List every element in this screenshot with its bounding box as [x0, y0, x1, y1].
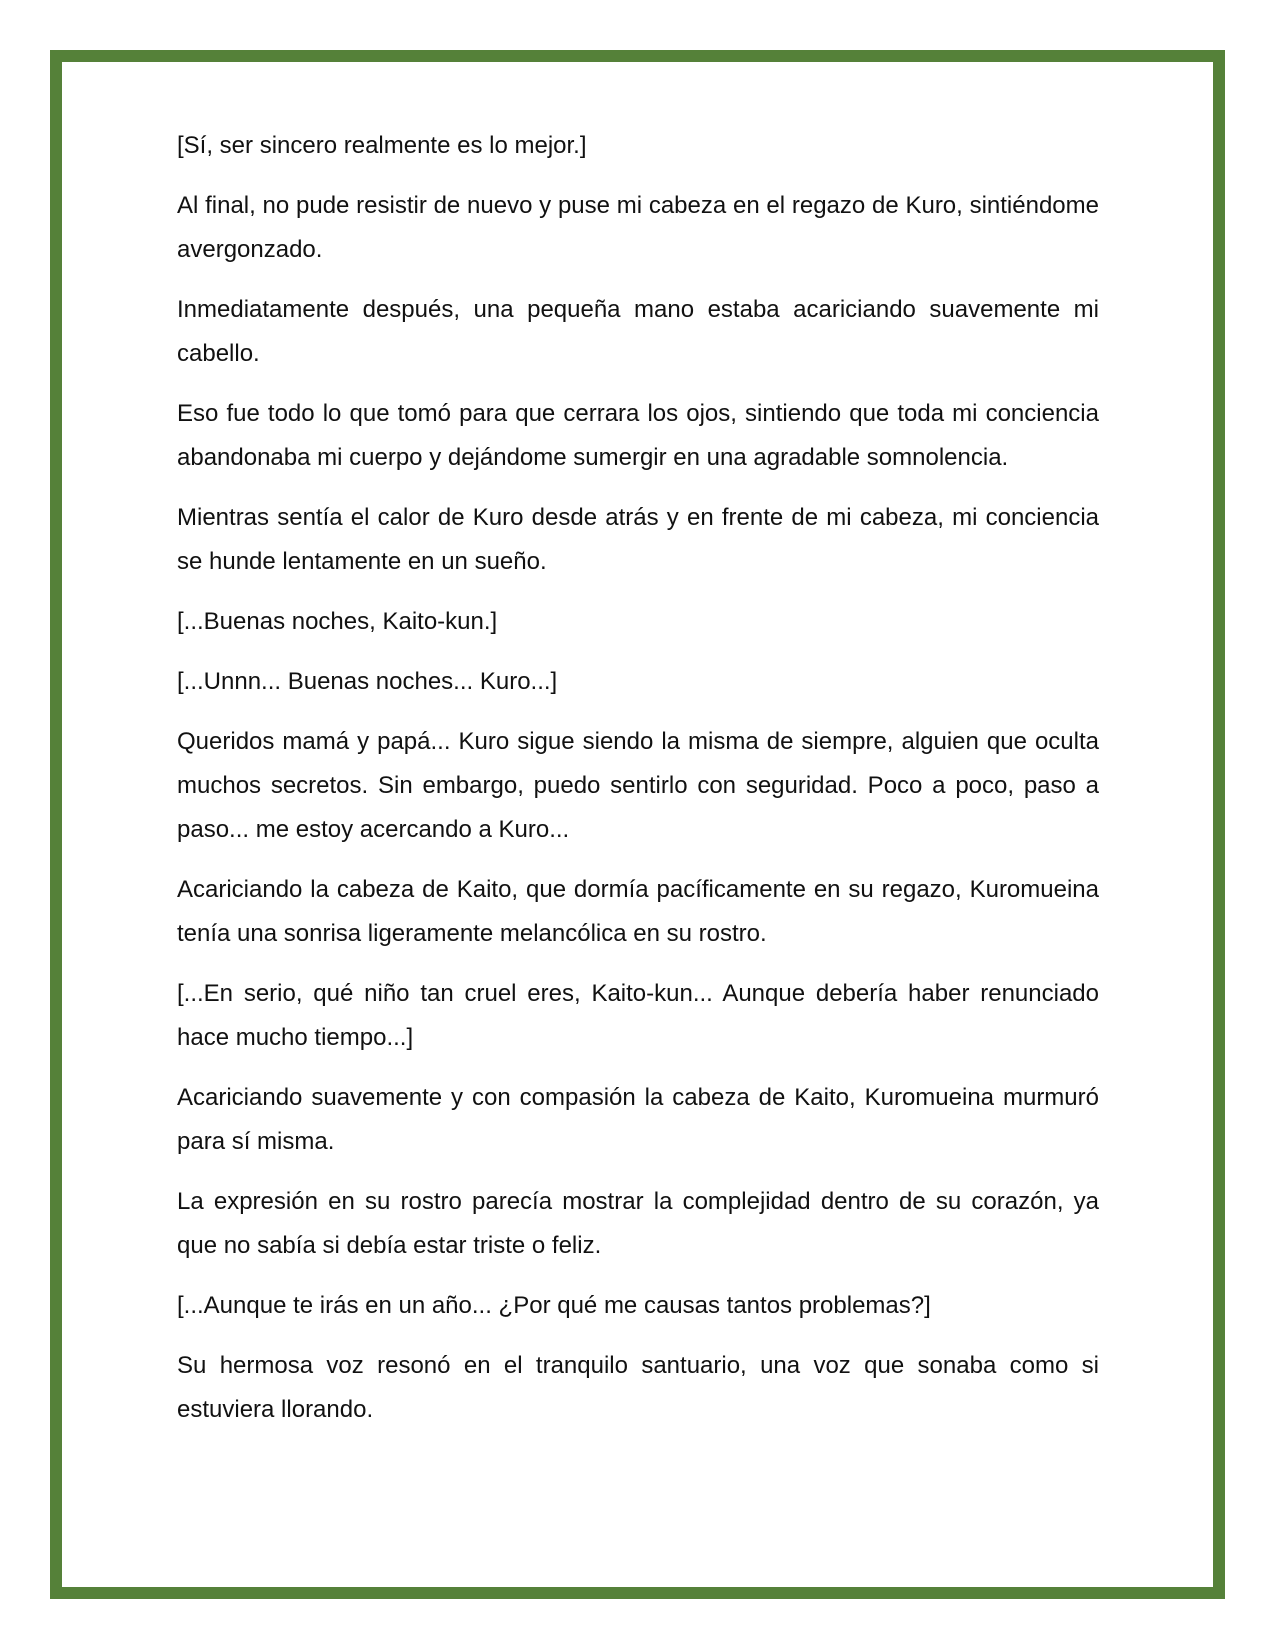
paragraph: Queridos mamá y papá... Kuro sigue siendo la misma de siempre, alguien que oculta muchos secretos. Sin embargo, puedo sentirlo con seguridad. Poco a poco, paso a paso... me estoy acercando a Kuro...	[177, 728, 1099, 843]
paragraph: [...Aunque te irás en un año... ¿Por qué me causas tantos problemas?]	[177, 1292, 931, 1319]
paragraph: La expresión en su rostro parecía mostrar la complejidad dentro de su corazón, ya que no sabía si debía estar triste o feliz.	[177, 1188, 1099, 1259]
paragraph: Al final, no pude resistir de nuevo y puse mi cabeza en el regazo de Kuro, sintiéndome avergonzado.	[177, 192, 1099, 263]
paragraph: Eso fue todo lo que tomó para que cerrara los ojos, sintiendo que toda mi conciencia abandonaba mi cuerpo y dejándome sumergir en una agradable somnolencia.	[177, 400, 1099, 471]
paragraph: [...Unnn... Buenas noches... Kuro...]	[177, 668, 558, 695]
paragraph: Mientras sentía el calor de Kuro desde atrás y en frente de mi cabeza, mi conciencia se hunde lentamente en un sueño.	[177, 504, 1099, 575]
document-text	[177, 124, 1099, 1448]
paragraph: [Sí, ser sincero realmente es lo mejor.]	[177, 132, 587, 159]
paragraph: [...Buenas noches, Kaito-kun.]	[177, 608, 498, 635]
paragraph: Acariciando la cabeza de Kaito, que dormía pacíficamente en su regazo, Kuromueina tenía una sonrisa ligeramente melancólica en su rostro.	[177, 876, 1099, 947]
paragraph: [...En serio, qué niño tan cruel eres, Kaito-kun... Aunque debería haber renunciado hace mucho tiempo...]	[177, 980, 1099, 1051]
paragraph: Inmediatamente después, una pequeña mano estaba acariciando suavemente mi cabello.	[177, 296, 1099, 367]
paragraph: Su hermosa voz resonó en el tranquilo santuario, una voz que sonaba como si estuviera llorando.	[177, 1352, 1099, 1423]
paragraph: Acariciando suavemente y con compasión la cabeza de Kaito, Kuromueina murmuró para sí misma.	[177, 1084, 1099, 1155]
